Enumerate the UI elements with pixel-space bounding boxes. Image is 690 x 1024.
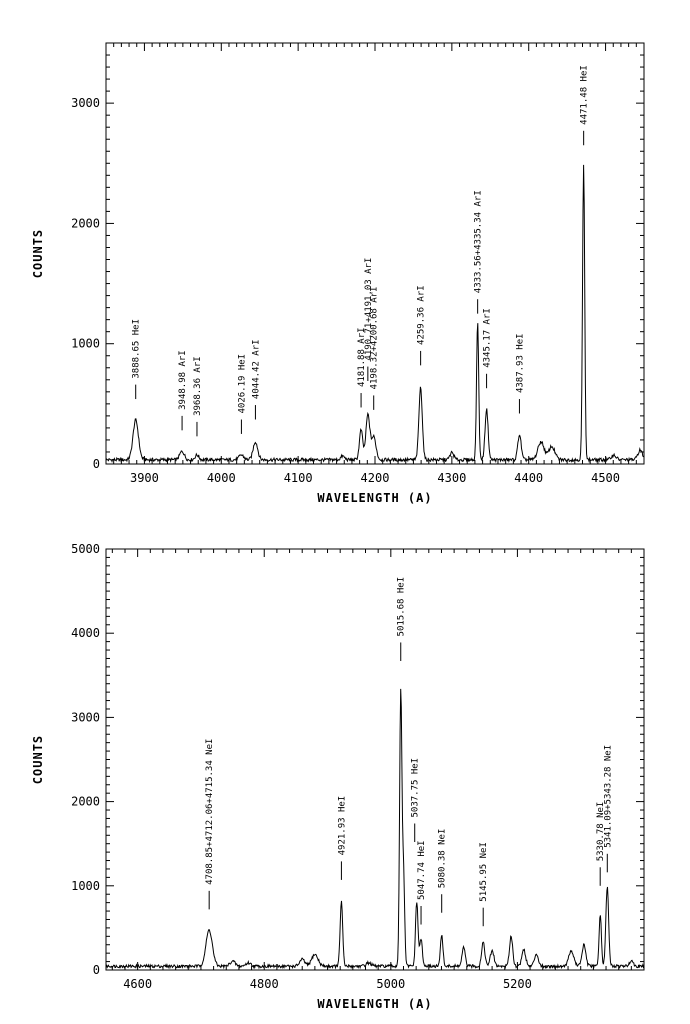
line-id-label: 5145.95 NeI (479, 842, 490, 902)
x-tick-label: 4000 (206, 471, 236, 485)
y-tick-label: 0 (92, 457, 100, 471)
top-spectrum-panel (31, 43, 644, 505)
line-id-label: 4026.19 HeI (237, 353, 248, 414)
y-tick-label: 4000 (71, 626, 100, 641)
y-tick-label: 1000 (71, 336, 100, 351)
y-tick-label: 3000 (71, 710, 100, 725)
x-axis-title: WAVELENGTH (A) (317, 491, 433, 505)
line-id-label: 4198.32+4200.68 ArI (369, 286, 380, 390)
line-id-label: 4181.88 ArI (357, 327, 368, 388)
x-tick-label: 5000 (376, 977, 406, 991)
line-id-label: 5037.75 HeI (410, 757, 421, 818)
y-tick-label: 2000 (71, 216, 100, 231)
x-tick-label: 4800 (249, 977, 279, 991)
bottom-spectrum-panel (31, 542, 644, 1011)
y-tick-label: 0 (92, 963, 100, 977)
y-tick-label: 1000 (71, 878, 100, 893)
line-id-label: 5015.68 HeI (396, 576, 407, 637)
line-id-label: 4333.56+4335.34 ArI (473, 190, 484, 294)
line-id-label: 4921.93 HeI (337, 795, 348, 856)
line-id-label: 3968.36 ArI (192, 356, 203, 416)
x-tick-label: 4400 (514, 471, 544, 485)
x-tick-label: 4300 (437, 471, 467, 485)
line-id-label: 4387.93 HeI (515, 333, 526, 394)
line-id-label: 5080.38 NeI (437, 828, 448, 889)
y-tick-label: 3000 (71, 96, 100, 111)
x-tick-label: 4500 (591, 471, 621, 485)
plot-frame (106, 549, 644, 970)
x-tick-label: 4100 (283, 471, 313, 485)
line-id-label: 4708.85+4712.06+4715.34 NeI (205, 738, 216, 885)
line-id-label: 4190.71+4191.03 ArI (363, 257, 374, 361)
x-tick-label: 3900 (129, 471, 159, 485)
line-id-label: 4345.17 ArI (482, 308, 493, 368)
x-tick-label: 4600 (123, 977, 153, 991)
line-id-label: 3888.65 HeI (131, 319, 142, 379)
y-tick-label: 2000 (71, 794, 100, 809)
line-id-label: 3948.98 ArI (178, 350, 189, 410)
line-id-label: 5330.78 NeI (596, 801, 607, 862)
line-id-label: 4471.48 HeI (579, 65, 590, 125)
x-axis-title: WAVELENGTH (A) (317, 997, 433, 1011)
line-id-label: 4259.36 ArI (416, 285, 427, 345)
line-id-label: 5341.09+5343.28 NeI (603, 744, 614, 848)
line-id-label: 4044.42 ArI (251, 339, 262, 400)
y-axis-title: COUNTS (31, 228, 45, 279)
x-tick-label: 5200 (502, 977, 532, 991)
spectrum-line (106, 689, 644, 968)
x-tick-label: 4200 (360, 471, 390, 485)
line-id-label: 5047.74 HeI (417, 840, 428, 901)
y-tick-label: 5000 (71, 542, 100, 556)
y-axis-title: COUNTS (31, 734, 45, 785)
